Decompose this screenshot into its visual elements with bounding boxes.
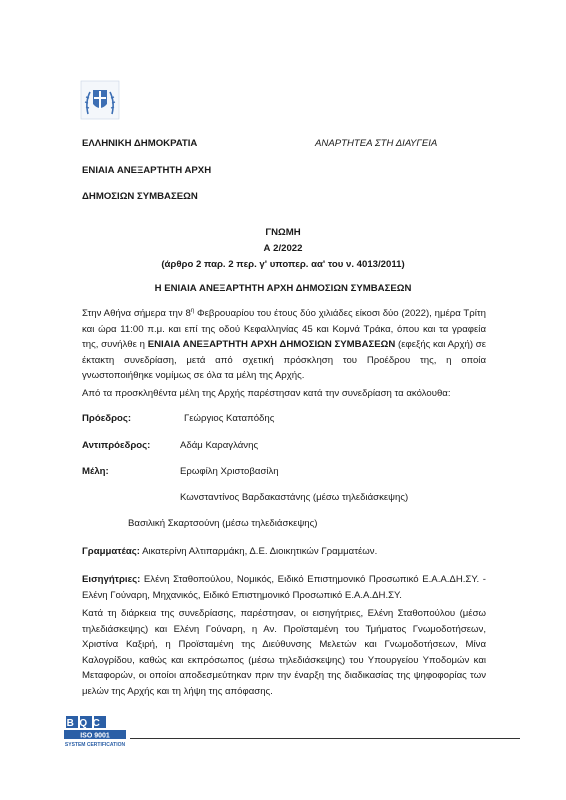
secretary-line: [82, 546, 377, 557]
doc-number: Α 2/2022: [263, 243, 303, 254]
member-2: Κωνσταντίνος Βαρδακαστάνης (μέσω τηλεδιάσκεψης): [180, 492, 409, 503]
closing-text: Κατά τη διάρκεια της συνεδρίασης, παρέστησαν, οι εισηγήτριες, Ελένη Σταθοπούλου (μέσω τηλεδιάσκεψης) και Ελένη Γούναρη, η Αν. Προϊσταμένη του Τμήματος Γνωμοδοτήσεων, Χριστίνα Καξιρή, η Προϊσταμένη της Διεύθυνσης Μελετών και Γνωμοδοτήσεων, Μίνα Καλογρίδου, καθώς και εκπρόσωπος (μέσω τηλεδιάσκεψης) του Υπουργείου Υποδομών και Μεταφορών, οι οποίοι αποδεσμεύτηκαν πριν την έναρξη της διαδικασίας της ψηφοφορίας των μελών της Αρχής και τη λήψη της απόφασης.: [82, 608, 486, 697]
header-authority-line2: ΔΗΜΟΣΙΩΝ ΣΥΜΒΑΣΕΩΝ: [82, 191, 198, 202]
secretary-label: Γραμματέας:: [82, 546, 140, 557]
hellenic-emblem-icon: [80, 80, 120, 120]
attendance-intro-text: Από τα προσκληθέντα μέλη της Αρχής παρέστησαν κατά την συνεδρίαση τα ακόλουθα:: [82, 388, 451, 399]
attendance-intro: [82, 386, 486, 402]
intro-p1-c: (εφεξής και Αρχή) σε έκτακτη συνεδρίαση, μετά από σχετική πρόσκληση του Προέδρου της, η οποία γνωστοποιήθηκε νομίμως σε όλα τα μέλη της Αρχής.: [82, 339, 486, 382]
rapporteurs-text: Ελένη Σταθοπούλου, Νομικός, Ειδικό Επιστημονικό Προσωπικό Ε.Α.Α.ΔΗ.ΣΥ. - Ελένη Γούναρη, Μηχανικός, Ειδικό Επιστημονικό Προσωπικό Ε.Α.Α.ΔΗ.ΣΥ.: [82, 574, 486, 601]
cert-standard-text: ISO 9001: [80, 732, 110, 740]
doc-type: ΓΝΩΜΗ: [265, 227, 301, 238]
bqc-certification-icon: [62, 715, 130, 749]
president-name: Γεώργιος Καταπόδης: [184, 413, 275, 424]
rapporteurs-paragraph: [82, 572, 486, 603]
vice-president-label: Αντιπρόεδρος:: [82, 440, 151, 451]
authority-heading: Η ΕΝΙΑΙΑ ΑΝΕΞΑΡΤΗΤΗ ΑΡΧΗ ΔΗΜΟΣΙΩΝ ΣΥΜΒΑΣΕΩΝ: [154, 283, 412, 294]
intro-p1-sup: η: [190, 307, 195, 314]
publication-note: ΑΝΑΡΤΗΤΕΑ ΣΤΗ ΔΙΑΥΓΕΙΑ: [315, 138, 438, 149]
cert-caption-text: SYSTEM CERTIFICATION: [64, 742, 126, 748]
members-label: Μέλη:: [82, 466, 109, 477]
header-authority-line1: ΕΝΙΑΙΑ ΑΝΕΞΑΡΤΗΤΗ ΑΡΧΗ: [82, 165, 212, 176]
footer-divider: [130, 738, 520, 739]
rapporteurs-label: Εισηγήτριες:: [82, 574, 141, 585]
closing-paragraph: [82, 606, 486, 700]
vice-president-name: Αδάμ Καραγλάνης: [180, 440, 259, 451]
president-label: Πρόεδρος:: [82, 413, 132, 424]
secretary-text: Αικατερίνη Αλτιπαρμάκη, Δ.Ε. Διοικητικών Γραμματέων.: [139, 546, 378, 557]
intro-p1-a: Στην Αθήνα σήμερα την 8: [82, 308, 191, 319]
cert-logo-text: BQC: [66, 718, 106, 729]
member-1: Ερωφίλη Χριστοβασίλη: [180, 466, 279, 477]
intro-p1-b: Φεβρουαρίου του έτους δύο χιλιάδες είκοσι δύο (2022), ημέρα Τρίτη και ώρα 11:00 π.μ. και επί της οδού Κεφαλληνίας 45 και Κομνά Τράκα, όπου και τα γραφεία της, συνήλθε η: [82, 308, 486, 351]
intro-paragraph: [82, 306, 486, 384]
member-3: Βασιλική Σκαρτσούνη (μέσω τηλεδιάσκεψης): [128, 518, 318, 529]
legal-basis: (άρθρο 2 παρ. 2 περ. γ' υποπερ. αα' του ν. 4013/2011): [161, 259, 405, 270]
header-country: ΕΛΛΗΝΙΚΗ ΔΗΜΟΚΡΑΤΙΑ: [82, 138, 198, 149]
intro-p1-bold: ΕΝΙΑΙΑ ΑΝΕΞΑΡΤΗΤΗ ΑΡΧΗ ΔΗΜΟΣΙΩΝ ΣΥΜΒΑΣΕΩΝ: [147, 339, 396, 351]
